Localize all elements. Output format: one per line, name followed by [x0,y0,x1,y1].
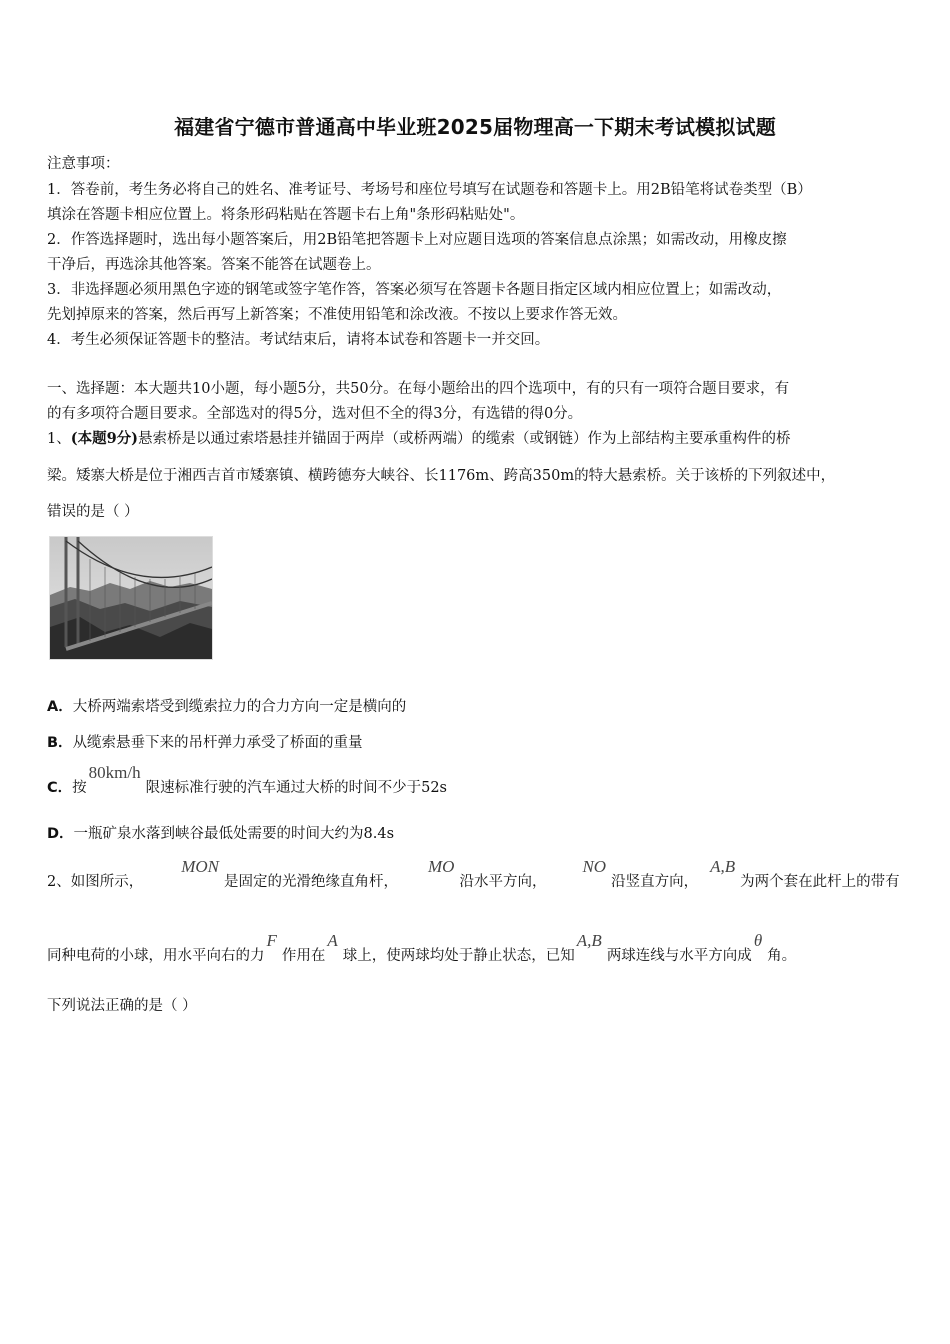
question-text: 作用在 [281,948,326,964]
question-text: 如图所示， [70,874,144,890]
notice-line: 1．答卷前，考生务必将自己的姓名、准考证号、考场号和座位号填写在试题卷和答题卡上。用2B铅笔将试卷类型（B） [47,182,812,198]
page-title: 福建省宁德市普通高中毕业班2025届物理高一下期末考试模拟试题 [174,115,776,139]
question-text: 角。 [767,948,797,964]
math-speed: 80km/h [88,763,141,782]
option-d [47,822,394,843]
notice-line: 2．作答选择题时，选出每小题答案后，用2B铅笔把答题卡上对应题目选项的答案信息点涂黑；如需改动，用橡皮擦 [47,232,787,248]
question-text: 沿竖直方向， [611,874,699,890]
question-text: 悬索桥是以通过索塔悬挂并锚固于两岸（或桥两端）的缆索（或钢链）作为上部结构主要承重构件的桥 [138,431,791,447]
question-text: 同种电荷的小球，用水平向右的力 [47,948,265,964]
option-label: D． [47,826,74,842]
option-text: 从缆索悬垂下来的吊杆弹力承受了桥面的重量 [72,735,363,751]
question-text: 沿水平方向， [459,874,547,890]
option-c [47,763,447,797]
math-symbol: MO [428,857,455,876]
math-symbol: A,B [576,931,602,950]
math-symbol: F [266,931,277,950]
notice-line: 3．非选择题必须用黑色字迹的钢笔或签字笔作答，答案必须写在答题卡各题目指定区域内相应位置上；如需改动， [47,282,782,298]
question-text: 两球连线与水平方向成 [606,948,752,964]
option-text: 按 [72,780,87,796]
question-1-stem-line [47,464,835,485]
question-1-stem-line [47,500,139,521]
bridge-photo [49,536,213,660]
section-intro: 一、选择题：本大题共10小题，每小题5分，共50分。在每小题给出的四个选项中，有的只有一项符合题目要求，有 [47,381,790,397]
question-1-stem [47,427,791,448]
math-symbol: MON [181,857,220,876]
option-label: A． [47,699,73,715]
notice-heading: 注意事项： [47,156,120,172]
question-number: 2、 [47,874,71,890]
question-2-stem-line [47,931,797,965]
notice-line: 填涂在答题卡相应位置上。将条形码粘贴在答题卡右上角"条形码粘贴处"。 [47,207,525,223]
option-b [47,731,363,752]
option-text: 一瓶矿泉水落到峡谷最低处需要的时间大约为8.4s [73,826,395,842]
question-text: 为两个套在此杆上的带有 [740,874,900,890]
math-symbol: A,B [710,857,736,876]
question-text: 错误的是（ ） [47,504,139,520]
question-2-stem [47,857,900,891]
option-text: 大桥两端索塔受到缆索拉力的合力方向一定是横向的 [72,699,407,715]
section-intro: 的有多项符合题目要求。全部选对的得5分，选对但不全的得3分，有选错的得0分。 [47,406,583,422]
notice-line: 先划掉原来的答案，然后再写上新答案；不准使用铅笔和涂改液。不按以上要求作答无效。 [47,307,627,323]
option-text: 限速标准行驶的汽车通过大桥的时间不少于52s [145,780,447,796]
question-text: 梁。矮寨大桥是位于湘西吉首市矮寨镇、横跨德夯大峡谷、长1176m、跨高350m的特大悬索桥。关于该桥的下列叙述中， [47,468,836,484]
question-number: 1、 [47,431,71,447]
question-2-prompt: 下列说法正确的是（ ） [47,998,197,1014]
math-symbol: θ [753,931,763,950]
math-symbol: NO [582,857,607,876]
math-symbol: A [327,931,338,950]
notice-line: 干净后，再选涂其他答案。答案不能答在试题卷上。 [47,257,381,273]
option-label: C． [47,780,73,796]
notice-line: 4．考生必须保证答题卡的整洁。考试结束后，请将本试卷和答题卡一并交回。 [47,332,550,348]
option-label: B． [47,735,73,751]
option-a [47,695,406,716]
question-text: 球上，使两球均处于静止状态，已知 [342,948,575,964]
question-text: 是固定的光滑绝缘直角杆， [224,874,399,890]
question-points: (本题9分) [70,430,139,447]
